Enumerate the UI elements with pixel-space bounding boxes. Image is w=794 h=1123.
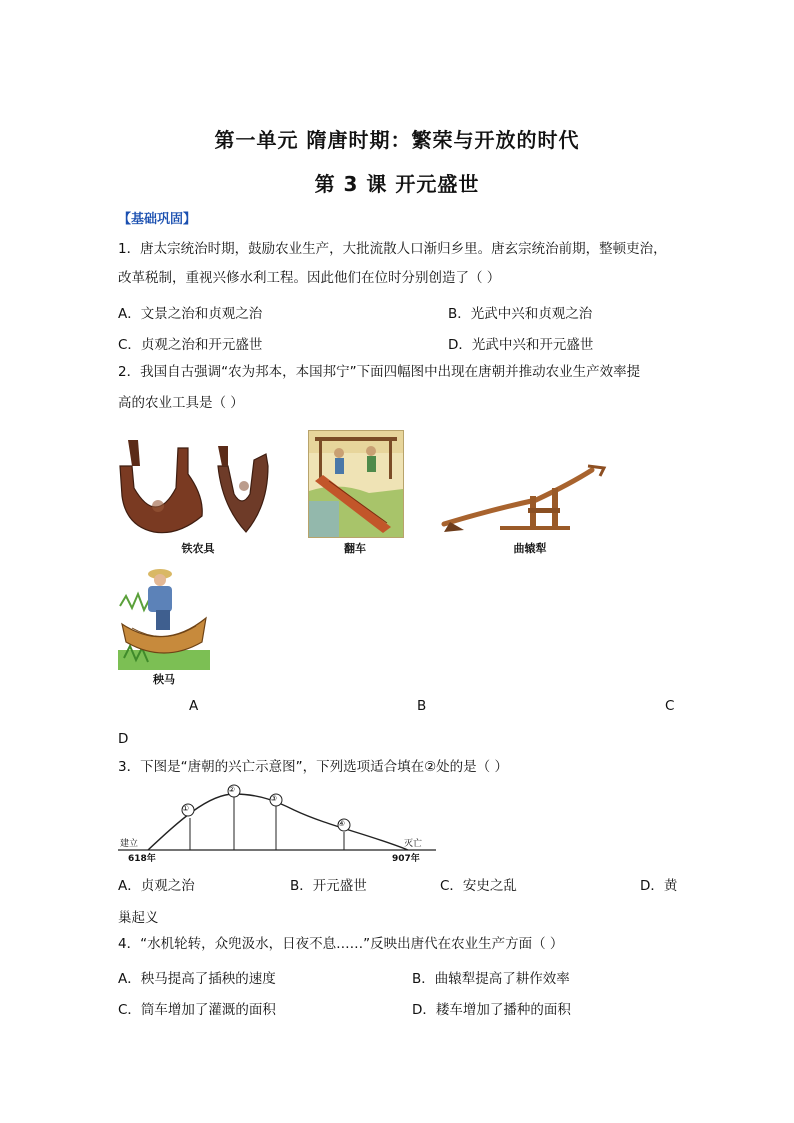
caption-waterwheel: 翻车: [344, 542, 366, 555]
q1-option-c: C．贞观之治和开元盛世: [118, 337, 263, 353]
start-label: 建立: [120, 839, 139, 849]
q3-option-b: B．开元盛世: [290, 878, 367, 894]
q4-option-c: C．筒车增加了灌溉的面积: [118, 1002, 276, 1018]
end-year: 907年: [392, 854, 420, 864]
q1-option-b: B．光武中兴和贞观之治: [448, 306, 593, 322]
marker-2: ②: [228, 785, 236, 794]
section-label: 【基础巩固】: [118, 212, 197, 227]
marker-3: ③: [270, 794, 278, 803]
q3-option-c: C．安史之乱: [440, 878, 517, 894]
waterwheel-image: [308, 430, 404, 538]
lesson-title: 第 3 课 开元盛世: [314, 172, 480, 196]
q1-stem-line1: 1．唐太宗统治时期，鼓励农业生产，大批流散人口渐归乡里。唐玄宗统治前期，整顿吏治，: [118, 241, 667, 257]
marker-1: ①: [182, 804, 190, 813]
end-label: 灭亡: [404, 839, 423, 849]
q1-option-d: D．光武中兴和开元盛世: [448, 337, 594, 353]
marker-4: ④: [338, 819, 346, 828]
unit-title: 第一单元 隋唐时期：繁荣与开放的时代: [214, 128, 580, 152]
q2-stem-line1: 2．我国自古强调“农为邦本，本国邦宁”下面四幅图中出现在唐朝并推动农业生产效率提: [118, 364, 641, 380]
q4-option-d: D．耧车增加了播种的面积: [412, 1002, 571, 1018]
start-year: 618年: [128, 854, 156, 864]
seedling-boat-image: [118, 566, 210, 670]
plough-image: [440, 462, 608, 536]
q3-option-d-part2: 巢起义: [118, 910, 159, 926]
q3-option-d-part1: D．黄: [640, 878, 678, 894]
q3-stem: 3．下图是“唐朝的兴亡示意图”，下列选项适合填在②处的是（ ）: [118, 759, 508, 775]
q3-option-a: A．贞观之治: [118, 878, 195, 894]
q4-option-b: B．曲辕犁提高了耕作效率: [412, 971, 570, 987]
caption-iron-tools: 铁农具: [181, 542, 215, 555]
q4-option-a: A．秧马提高了插秧的速度: [118, 971, 276, 987]
q1-option-a: A．文景之治和贞观之治: [118, 306, 263, 322]
q4-stem: 4．“水机轮转，众兜汲水，日夜不息……”反映出唐代在农业生产方面（ ）: [118, 936, 564, 952]
q2-letter-b: B: [417, 698, 427, 714]
q2-letter-d: D: [118, 731, 129, 747]
q2-letter-c: C: [665, 698, 675, 714]
caption-plough: 曲辕犁: [513, 542, 547, 555]
tang-rise-fall-diagram: [118, 782, 440, 864]
q2-letter-a: A: [189, 698, 199, 714]
q1-stem-line2: 改革税制，重视兴修水利工程。因此他们在位时分别创造了（ ）: [118, 270, 501, 286]
iron-tools-image: [118, 436, 278, 536]
q2-stem-line2: 高的农业工具是（ ）: [118, 395, 244, 411]
caption-seedling-boat: 秧马: [153, 673, 175, 686]
